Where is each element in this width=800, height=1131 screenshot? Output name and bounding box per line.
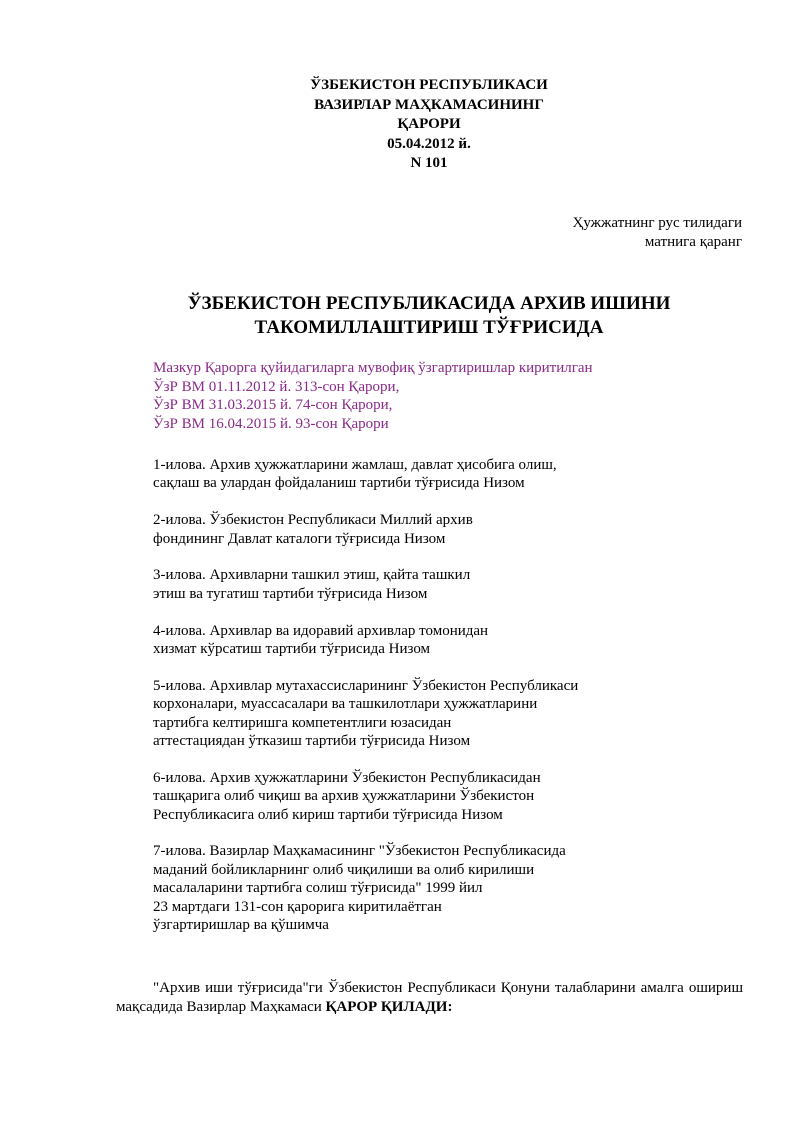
header-doc-type: ҚАРОРИ — [397, 116, 461, 132]
annex-line: этиш ва тугатиш тартиби тўғрисида Низом — [153, 585, 428, 602]
header-date: 05.04.2012 й. — [387, 135, 471, 152]
annex-7 — [153, 842, 578, 934]
header-number: N 101 — [410, 155, 448, 171]
title-line-2: ТАКОМИЛЛАШТИРИШ ТЎҒРИСИДА — [254, 317, 604, 338]
annex-6 — [153, 769, 578, 824]
annex-line: масалаларини тартибга солиш тўғрисида" 1999 йил — [153, 880, 483, 897]
amendments-intro: Мазкур Қарорга қуйидагиларга мувофиқ ўзгартиришлар киритилган — [153, 360, 593, 376]
ref-note-line-1: Ҳужжатнинг рус тилидаги — [572, 215, 742, 231]
annex-line: 4-илова. Архивлар ва идоравий архивлар томонидан — [153, 622, 489, 639]
amendment-item: ЎзР ВМ 16.04.2015 й. 93-сон Қарори — [153, 416, 389, 433]
amendment-item: ЎзР ВМ 31.03.2015 й. 74-сон Қарори, — [153, 397, 393, 414]
title-line-1: ЎЗБЕКИСТОН РЕСПУБЛИКАСИДА АРХИВ ИШИНИ — [187, 293, 671, 314]
annex-line: 7-илова. Вазирлар Маҳкамасининг "Ўзбекистон Республикасида — [153, 843, 566, 860]
annex-line: хизмат кўрсатиш тартиби тўғрисида Низом — [153, 641, 431, 658]
decree-paragraph — [116, 979, 743, 1017]
annex-line: Республикасига олиб кириш тартиби тўғрисида Низом — [153, 806, 503, 823]
annex-3 — [153, 566, 578, 603]
header-country: ЎЗБЕКИСТОН РЕСПУБЛИКАСИ — [310, 77, 548, 93]
document-title — [0, 292, 800, 340]
header-issuer: ВАЗИРЛАР МАҲКАМАСИНИНГ — [314, 96, 544, 113]
annex-line: маданий бойликларнинг олиб чиқилиши ва олиб кирилиши — [153, 861, 535, 878]
amendment-item: ЎзР ВМ 01.11.2012 й. 313-сон Қарори, — [153, 378, 400, 395]
annex-5 — [153, 677, 578, 751]
decree-text: "Архив иши тўғрисида"ги Ўзбекистон Республикаси Қонуни талабларини амалга ошириш мақсадида Вазирлар Маҳкамаси — [116, 980, 743, 1015]
annex-line: тартибга келтиришга компетентлиги юзасидан — [153, 714, 452, 731]
annex-4 — [153, 622, 578, 659]
decree-resolution: ҚАРОР ҚИЛАДИ: — [325, 999, 453, 1015]
annex-line: 23 мартдаги 131-сон қарорига киритилаётган — [153, 898, 442, 915]
annex-line: аттестациядан ўтказиш тартиби тўғрисида Низом — [153, 733, 471, 750]
ref-note-line-2: матнига қаранг — [644, 234, 742, 250]
amendments-block — [153, 359, 593, 434]
document-header — [0, 76, 800, 174]
annex-1 — [153, 456, 578, 493]
annex-line: 2-илова. Ўзбекистон Республикаси Миллий архив — [153, 512, 473, 529]
annex-line: 3-илова. Архивларни ташкил этиш, қайта ташкил — [153, 567, 471, 584]
annex-line: ўзгартиришлар ва қўшимча — [153, 917, 329, 934]
annex-2 — [153, 511, 578, 548]
annex-line: 6-илова. Архив ҳужжатларини Ўзбекистон Республикасидан — [153, 769, 541, 786]
annex-line: 5-илова. Архивлар мутахассисларининг Ўзбекистон Республикаси — [153, 677, 579, 694]
annexes-list — [153, 456, 578, 953]
annex-line: корхоналари, муассасалари ва ташкилотлари ҳужжатларини — [153, 696, 538, 713]
annex-line: фондининг Давлат каталоги тўғрисида Низом — [153, 530, 446, 547]
annex-line: ташқарига олиб чиқиш ва архив ҳужжатларини Ўзбекистон — [153, 788, 535, 805]
annex-line: 1-илова. Архив ҳужжатларини жамлаш, давлат ҳисобига олиш, — [153, 457, 557, 473]
russian-text-reference — [573, 214, 742, 252]
annex-line: сақлаш ва улардан фойдаланиш тартиби тўғрисида Низом — [153, 475, 525, 492]
